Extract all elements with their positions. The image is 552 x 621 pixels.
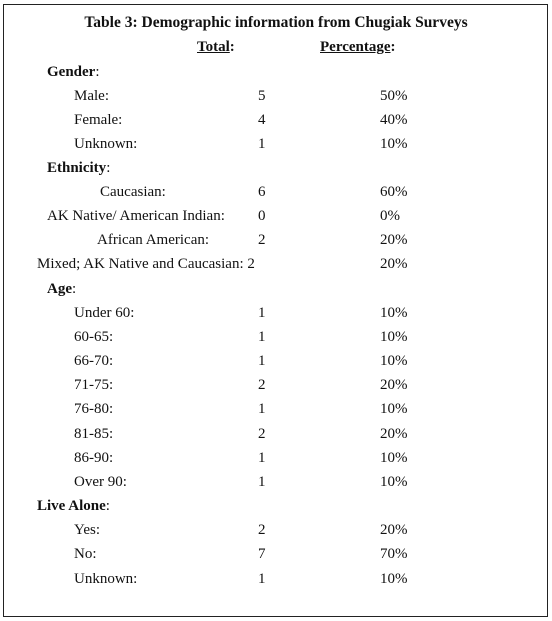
row-total: 6 (258, 184, 266, 200)
row-total: 2 (258, 232, 266, 248)
row-label: African American: (97, 232, 210, 248)
row-total: 2 (258, 377, 266, 393)
row-total: 2 (258, 426, 266, 442)
row-percentage: 10% (380, 353, 408, 369)
row-percentage: 10% (380, 401, 408, 417)
row-total: 1 (258, 474, 266, 490)
row-label: AK Native/ American Indian: (47, 208, 225, 224)
table-title: Table 3: Demographic information from Chugiak Surveys (84, 14, 468, 31)
row-total: 1 (258, 571, 266, 587)
row-label: Caucasian: (100, 184, 166, 200)
row-percentage: 50% (380, 88, 408, 104)
row-percentage: 60% (380, 184, 408, 200)
row-total: 4 (258, 112, 266, 128)
row-label: 81-85: (74, 426, 114, 442)
row-total: 1 (258, 329, 266, 345)
row-label: Male: (74, 88, 109, 104)
row-total: 5 (258, 88, 266, 104)
row-percentage: 40% (380, 112, 408, 128)
row-percentage: 20% (380, 522, 408, 538)
row-percentage: 10% (380, 136, 408, 152)
row-percentage: 10% (380, 571, 408, 587)
row-label: 60-65: (74, 329, 114, 345)
row-percentage: 20% (380, 377, 408, 393)
row-percentage: 20% (380, 256, 408, 272)
row-label: 86-90: (74, 450, 114, 466)
row-percentage: 20% (380, 426, 408, 442)
row-percentage: 10% (380, 329, 408, 345)
row-label: Unknown: (74, 571, 138, 587)
row-label: No: (74, 546, 97, 562)
section-ethnicity: Ethnicity: (47, 160, 111, 176)
row-percentage: 70% (380, 546, 408, 562)
row-percentage: 10% (380, 305, 408, 321)
row-label: 66-70: (74, 353, 114, 369)
row-total: 2 (258, 522, 266, 538)
row-percentage: 10% (380, 450, 408, 466)
row-total: 1 (258, 136, 266, 152)
row-total: 1 (258, 450, 266, 466)
row-total: 1 (258, 353, 266, 369)
row-label: Female: (74, 112, 123, 128)
row-label: Yes: (74, 522, 100, 538)
row-label: Unknown: (74, 136, 138, 152)
row-label: Mixed; AK Native and Caucasian: 2 (37, 256, 255, 272)
row-percentage: 20% (380, 232, 408, 248)
row-total: 1 (258, 401, 266, 417)
row-percentage: 0% (380, 208, 400, 224)
row-percentage: 10% (380, 474, 408, 490)
section-live-alone: Live Alone: (37, 498, 110, 514)
row-total: 0 (258, 208, 266, 224)
row-total: 1 (258, 305, 266, 321)
row-label: 76-80: (74, 401, 114, 417)
section-age: Age: (47, 281, 77, 297)
row-total: 7 (258, 546, 266, 562)
row-label: Over 90: (74, 474, 127, 490)
row-label: Under 60: (74, 305, 135, 321)
row-label: 71-75: (74, 377, 114, 393)
section-gender: Gender: (47, 64, 100, 80)
total-column-header: Total: (197, 39, 235, 55)
percentage-column-header: Percentage: (320, 39, 396, 55)
